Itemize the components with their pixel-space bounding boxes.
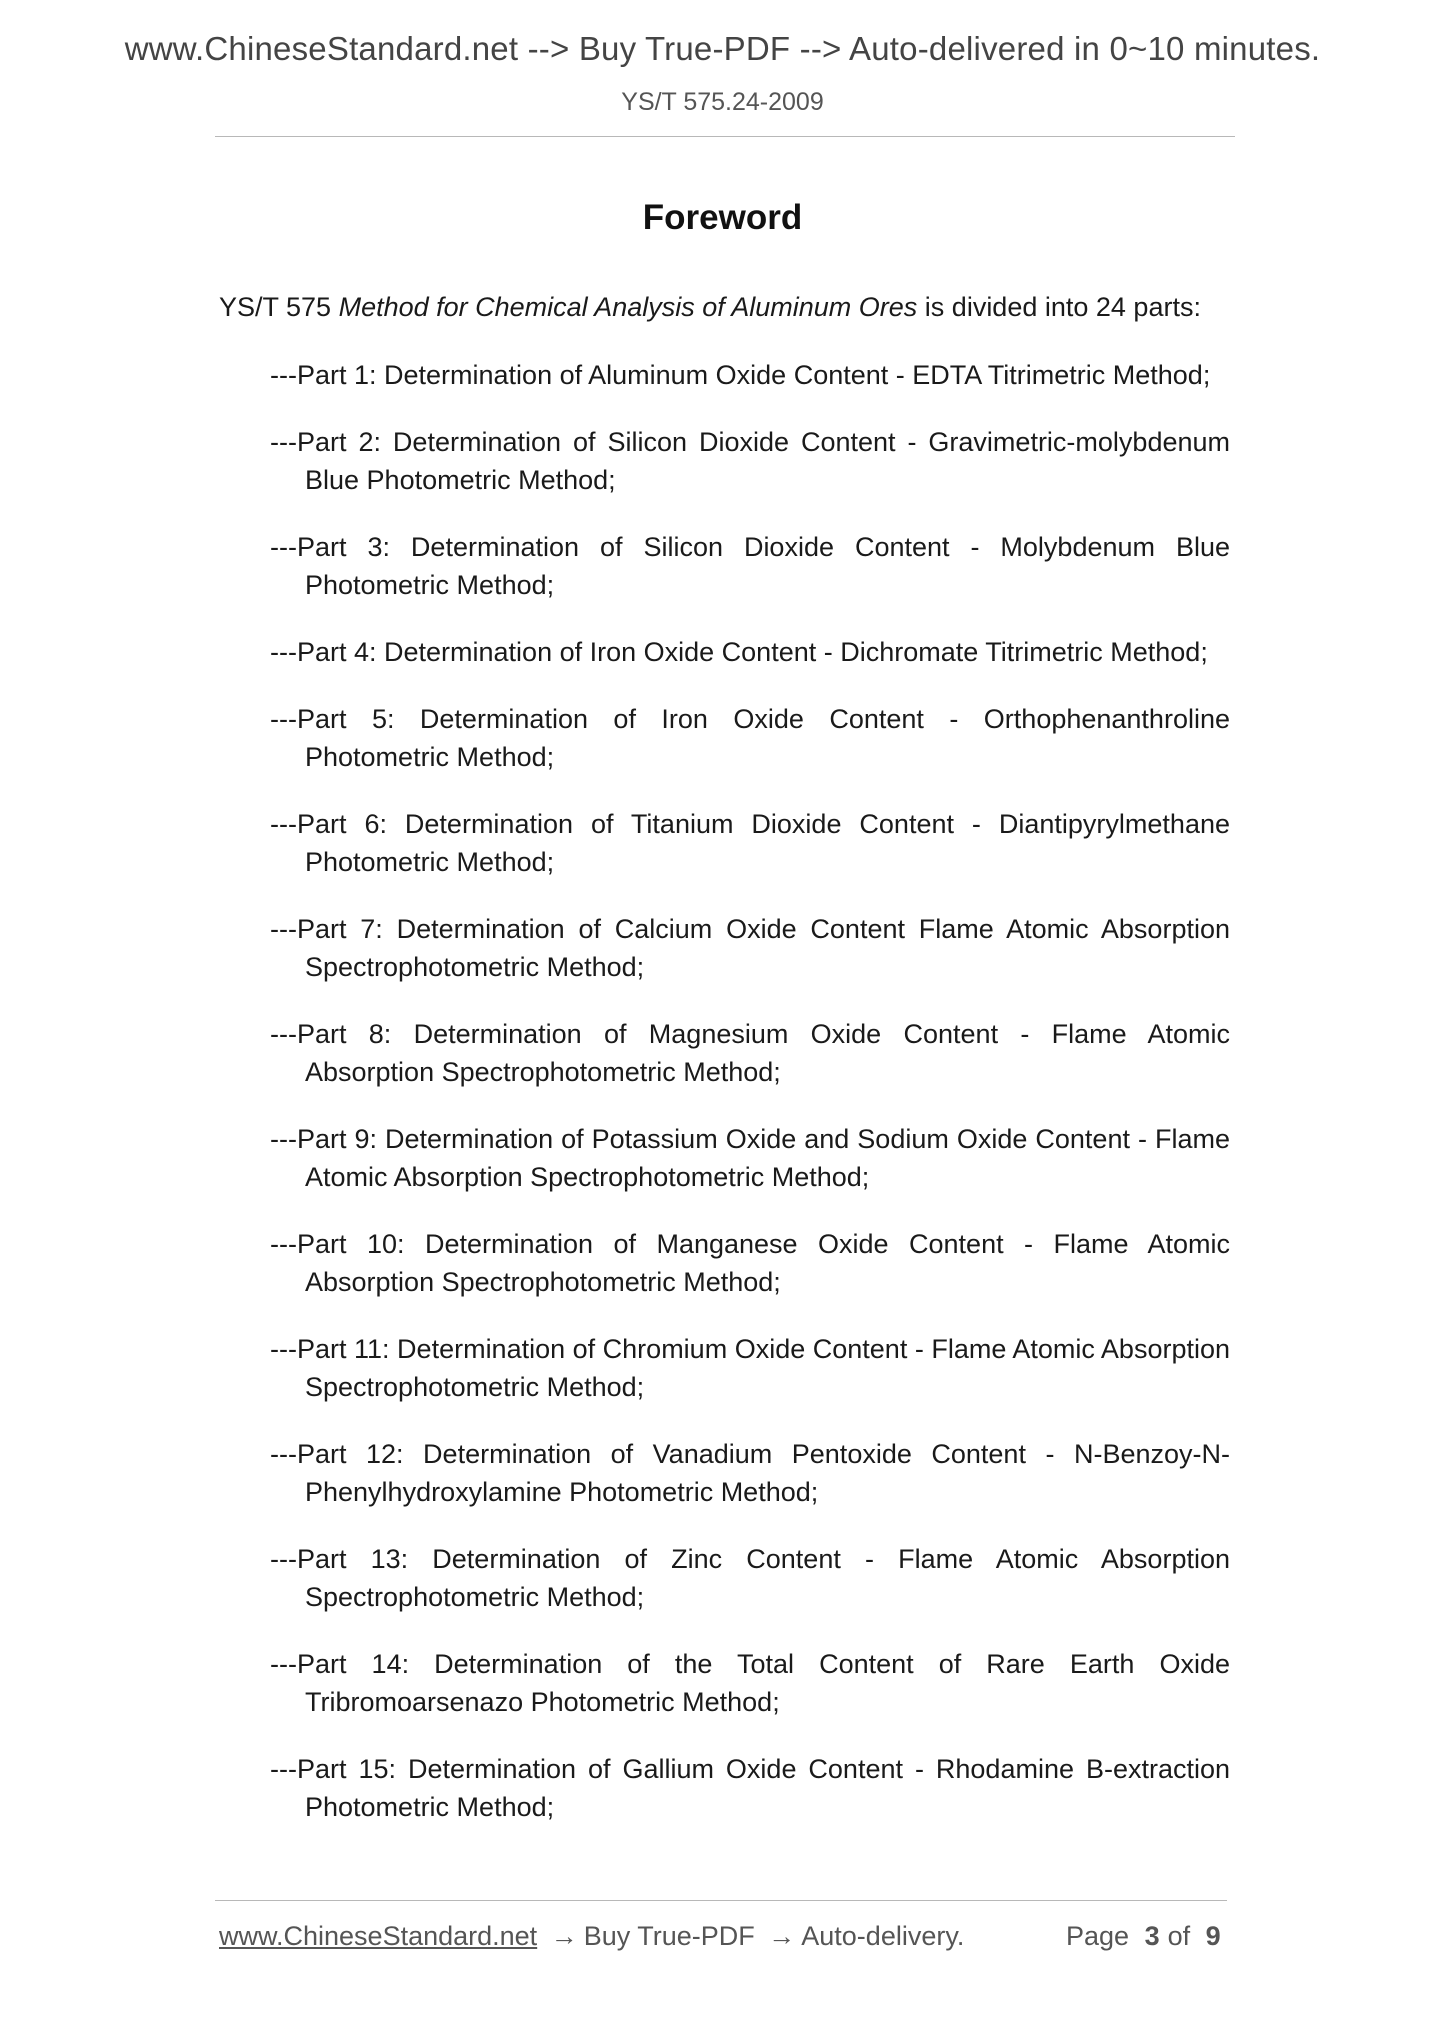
part-item: ---Part 1: Determination of Aluminum Oxide Content - EDTA Titrimetric Method; — [270, 360, 1211, 390]
buy-text: Buy True-PDF — [583, 1921, 755, 1951]
part-item: ---Part 9: Determination of Potassium Oxide and Sodium Oxide Content - Flame Atomic Absorption Spectrophotometric Method; — [270, 1124, 1230, 1192]
part-item: ---Part 14: Determination of the Total Content of Rare Earth Oxide Tribromoarsenazo Photometric Method; — [270, 1649, 1230, 1717]
arrow-right-icon: → — [768, 1921, 796, 1951]
intro-suffix: is divided into 24 parts: — [917, 292, 1201, 322]
top-banner: www.ChineseStandard.net --> Buy True-PDF --> Auto-delivered in 0~10 minutes. — [124, 30, 1321, 67]
part-item: ---Part 10: Determination of Manganese Oxide Content - Flame Atomic Absorption Spectrophotometric Method; — [270, 1229, 1230, 1297]
document-id: YS/T 575.24-2009 — [621, 88, 824, 116]
footer-promo — [219, 1921, 964, 1952]
intro-standard-title: Method for Chemical Analysis of Aluminum Ores — [338, 292, 918, 322]
part-item: ---Part 8: Determination of Magnesium Oxide Content - Flame Atomic Absorption Spectrophotometric Method; — [270, 1019, 1230, 1087]
part-item: ---Part 11: Determination of Chromium Oxide Content - Flame Atomic Absorption Spectrophotometric Method; — [270, 1334, 1230, 1402]
part-item: ---Part 6: Determination of Titanium Dioxide Content - Diantipyrylmethane Photometric Method; — [270, 809, 1230, 877]
part-item: ---Part 2: Determination of Silicon Dioxide Content - Gravimetric-molybdenum Blue Photometric Method; — [270, 427, 1230, 495]
part-item: ---Part 13: Determination of Zinc Content - Flame Atomic Absorption Spectrophotometric Method; — [270, 1544, 1230, 1612]
part-item: ---Part 4: Determination of Iron Oxide Content - Dichromate Titrimetric Method; — [270, 637, 1208, 667]
page-indicator — [1066, 1921, 1229, 1952]
page-total: 9 — [1205, 1921, 1221, 1951]
part-item: ---Part 12: Determination of Vanadium Pentoxide Content - N-Benzoy-N-Phenylhydroxylamine Photometric Method; — [270, 1439, 1230, 1507]
parts-list — [270, 356, 1230, 1855]
page-label: Page — [1066, 1921, 1130, 1951]
part-item: ---Part 7: Determination of Calcium Oxide Content Flame Atomic Absorption Spectrophotometric Method; — [270, 914, 1230, 982]
header-divider — [215, 136, 1235, 137]
intro-prefix: YS/T 575 — [219, 292, 339, 322]
arrow-right-icon: → — [550, 1921, 578, 1951]
delivery-text: Auto-delivery. — [801, 1921, 965, 1951]
intro-paragraph — [219, 288, 1239, 326]
part-item: ---Part 15: Determination of Gallium Oxide Content - Rhodamine B-extraction Photometric Method; — [270, 1754, 1230, 1822]
page-title: Foreword — [642, 198, 803, 237]
part-item: ---Part 3: Determination of Silicon Dioxide Content - Molybdenum Blue Photometric Method; — [270, 532, 1230, 600]
page-of: of — [1167, 1921, 1191, 1951]
footer-divider — [215, 1900, 1227, 1901]
site-link[interactable]: www.ChineseStandard.net — [219, 1921, 538, 1951]
part-item: ---Part 5: Determination of Iron Oxide Content - Orthophenanthroline Photometric Method; — [270, 704, 1230, 772]
page-current: 3 — [1144, 1921, 1160, 1951]
